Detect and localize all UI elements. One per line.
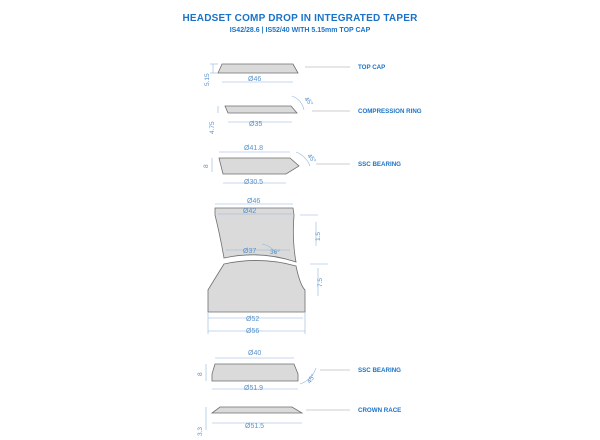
compression-ring — [209, 95, 422, 134]
headtube-bottom-outer-diameter: Ø56 — [246, 328, 260, 335]
crown-race — [197, 407, 401, 436]
headtube-mid-diameter: Ø37 — [243, 248, 257, 255]
page-title: HEADSET COMP DROP IN INTEGRATED TAPER — [182, 13, 418, 24]
crown-race-height: 3.3 — [197, 426, 204, 436]
top-cap-label: TOP CAP — [358, 64, 386, 71]
compression-ring-label: COMPRESSION RING — [358, 108, 422, 115]
ssc-bearing-bottom-height: 8 — [197, 372, 204, 376]
ssc-bearing-top-angle: 45° — [305, 152, 318, 165]
ssc-bearing-top — [203, 145, 401, 186]
ssc-bearing-bottom — [197, 350, 401, 392]
ssc-bearing-top-height: 8 — [203, 164, 210, 168]
ssc-bearing-top-diameter-bottom: Ø30.5 — [244, 179, 264, 186]
headtube-top-inner-diameter: Ø42 — [243, 208, 257, 215]
headtube-angle: 36° — [270, 249, 280, 256]
top-cap-height: 5.15 — [204, 73, 211, 86]
ssc-bearing-top-shape — [219, 158, 299, 174]
ssc-bearing-bottom-angle: 45° — [305, 373, 318, 386]
ssc-bearing-bottom-label: SSC BEARING — [358, 367, 401, 374]
ssc-bearing-bottom-diameter-top: Ø40 — [248, 350, 262, 357]
headtube-bottom-inner-diameter: Ø52 — [246, 316, 260, 323]
ssc-bearing-bottom-diameter-bottom: Ø51.9 — [244, 385, 264, 392]
crown-race-diameter: Ø51.5 — [245, 423, 265, 430]
ssc-bearing-top-label: SSC BEARING — [358, 161, 401, 168]
ssc-bearing-bottom-shape — [212, 364, 298, 381]
top-cap — [204, 64, 385, 86]
page-subtitle: IS42/28.6 | IS52/40 WITH 5.15mm TOP CAP — [229, 27, 371, 34]
compression-ring-angle: 45° — [302, 95, 315, 108]
headtube-section — [208, 198, 328, 335]
ssc-bearing-top-diameter-top: Ø41.8 — [244, 145, 264, 152]
top-cap-shape — [218, 64, 298, 73]
headtube-top-outer-diameter: Ø46 — [247, 198, 261, 205]
compression-ring-shape — [225, 106, 297, 113]
compression-ring-height: 4.75 — [209, 121, 216, 134]
crown-race-label: CROWN RACE — [358, 407, 402, 414]
headtube-lower-dim: 7.5 — [317, 277, 324, 287]
top-cap-diameter: Ø46 — [248, 76, 262, 83]
compression-ring-diameter: Ø35 — [249, 121, 263, 128]
headtube-lower-shape — [208, 260, 305, 312]
crown-race-shape — [212, 407, 302, 413]
headtube-small-dim: 1.5 — [315, 231, 322, 241]
